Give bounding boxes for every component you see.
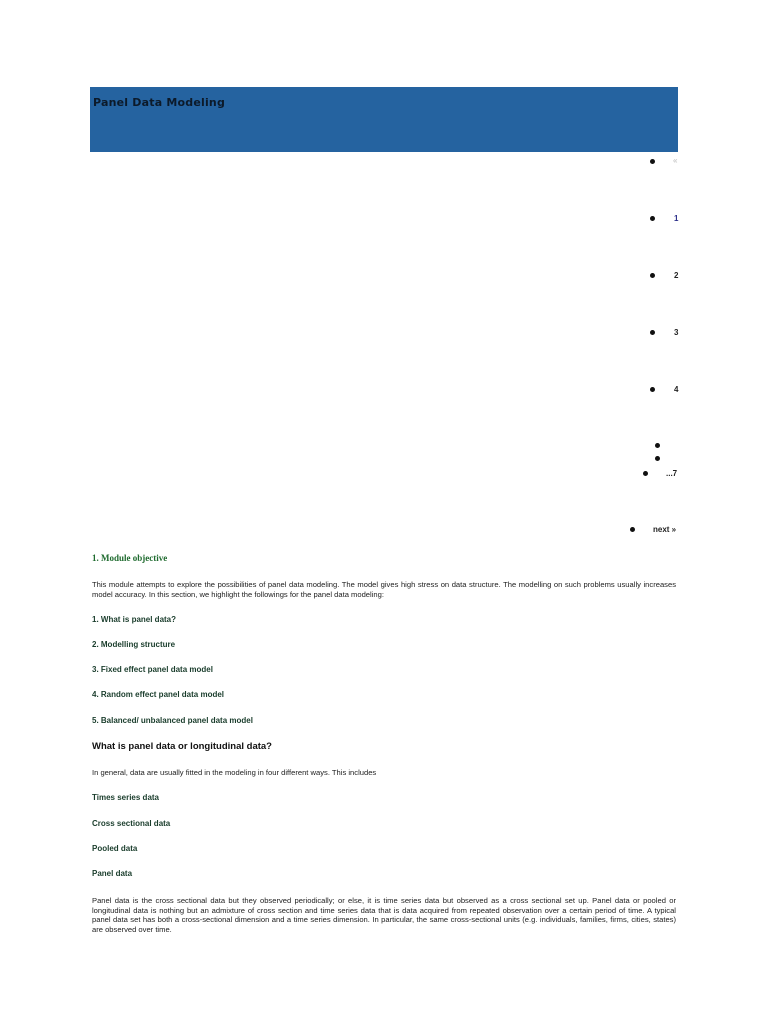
bullet-icon	[655, 456, 660, 461]
bullet-icon	[650, 159, 655, 164]
bullet-icon	[650, 387, 655, 392]
data-type-item: Pooled data	[92, 844, 138, 853]
objective-item: 1. What is panel data?	[92, 615, 177, 624]
pagination-page-1-label[interactable]: 1	[674, 214, 679, 223]
pagination-page-4-label[interactable]: 4	[674, 385, 679, 394]
objective-item: 2. Modelling structure	[92, 640, 176, 649]
bullet-icon	[630, 527, 635, 532]
objective-item: 5. Balanced/ unbalanced panel data model	[92, 716, 253, 725]
page-title: Panel Data Modeling	[93, 96, 226, 109]
pagination-prev-label: «	[673, 156, 678, 165]
pagination-page-7-label[interactable]: ...7	[666, 469, 678, 478]
data-type-item: Times series data	[92, 793, 160, 802]
data-type-item: Panel data	[92, 869, 133, 878]
ways-intro-paragraph: In general, data are usually fitted in the modeling in four different ways. This includes	[92, 768, 377, 777]
data-type-item: Cross sectional data	[92, 819, 171, 828]
pagination-page-3-label[interactable]: 3	[674, 328, 679, 337]
section-title: 1. Module objective	[92, 553, 168, 563]
pagination-page-2-label[interactable]: 2	[674, 271, 679, 280]
pagination-next-label[interactable]: next »	[653, 525, 677, 534]
bullet-icon	[655, 443, 660, 448]
objective-item: 3. Fixed effect panel data model	[92, 665, 213, 674]
subheading: What is panel data or longitudinal data?	[92, 741, 272, 752]
bullet-icon	[650, 216, 655, 221]
bullet-icon	[643, 471, 648, 476]
intro-paragraph: This module attempts to explore the possibilities of panel data modeling. The model gives high stress on data structure. The modelling on such problems usually increases model accuracy. In this section, we highlight the followings for the panel data modeling:	[92, 580, 676, 599]
objective-item: 4. Random effect panel data model	[92, 690, 225, 699]
bullet-icon	[650, 330, 655, 335]
definition-paragraph: Panel data is the cross sectional data but they observed periodically; or else, it is time series data but observed as a cross sectional set up. Panel data or pooled or longitudinal data is nothing but an admixture of cross section and time series data that is data acquired from repeated observation over a certain period of time. A typical panel data set has both a cross-sectional dimension and a time series dimension. In particular, the same cross-sectional units (e.g. individuals, families, firms, cities, states) are observed over time.	[92, 896, 676, 934]
bullet-icon	[650, 273, 655, 278]
